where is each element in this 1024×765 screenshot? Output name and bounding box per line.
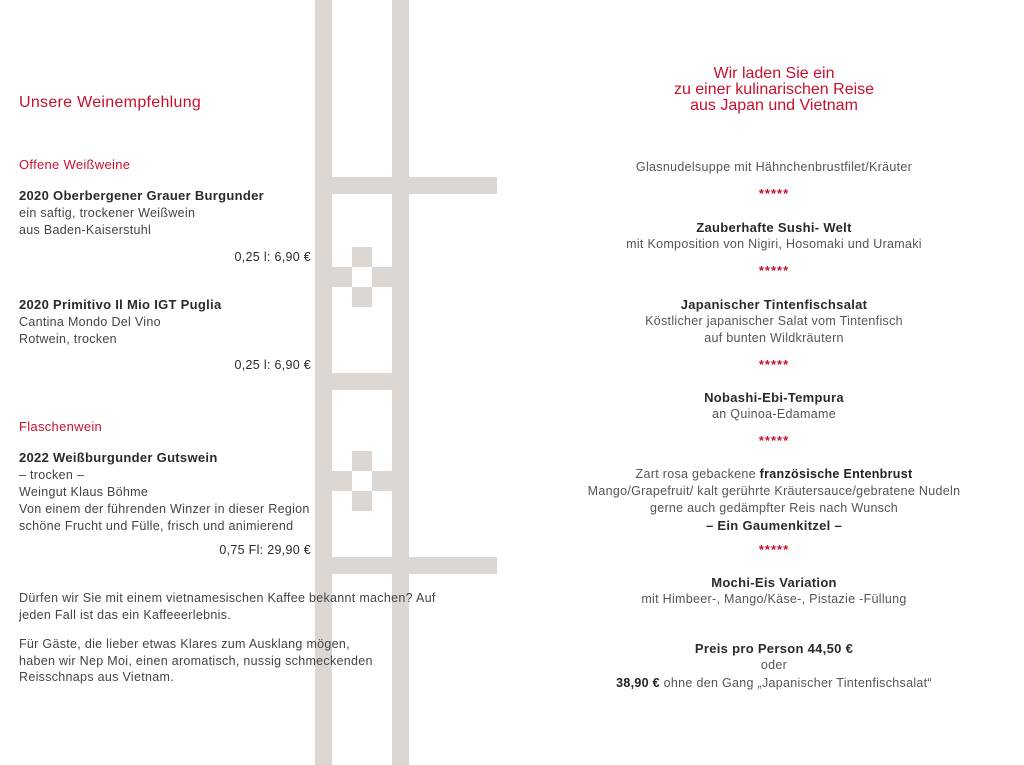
course-main-highlight: französische Entenbrust <box>759 467 913 481</box>
course-description: mit Himbeer-, Mango/Käse-, Pistazie -Füllung <box>641 592 907 606</box>
wine-description: schöne Frucht und Fülle, frisch und animierend <box>19 519 294 533</box>
lattice-checker <box>332 471 352 491</box>
wine-description: Rotwein, trocken <box>19 332 117 346</box>
wine-price: 0,25 l: 6,90 € <box>234 358 311 372</box>
wine-producer: Cantina Mondo Del Vino <box>19 315 161 329</box>
course-separator: ***** <box>758 186 790 201</box>
menu-title-line: zu einer kulinarischen Reise <box>673 81 875 98</box>
course-separator: ***** <box>758 357 790 372</box>
course-description: auf bunten Wildkräutern <box>704 331 844 345</box>
lattice-crossbar-middle <box>315 373 409 390</box>
course-title: Nobashi-Ebi-Tempura <box>704 390 844 405</box>
lattice-checker <box>352 491 372 511</box>
wine-description: – trocken – <box>19 468 85 482</box>
wine-name: 2022 Weißburgunder Gutswein <box>19 450 218 465</box>
lattice-crossbar-top <box>315 177 497 194</box>
rice-schnaps-note: Für Gäste, die lieber etwas Klares zum Ausklang mögen, haben wir Nep Moi, einen aromatisch, nussig schmeckenden Reisschnaps aus Vietnam. <box>19 637 373 684</box>
lattice-checker <box>352 287 372 307</box>
wine-name: 2020 Primitivo Il Mio IGT Puglia <box>19 297 222 312</box>
coffee-note: Dürfen wir Sie mit einem vietnamesischen Kaffee bekannt machen? Auf jeden Fall ist das ein Kaffeeerlebnis. <box>19 591 436 622</box>
wine-name: 2020 Oberbergener Grauer Burgunder <box>19 188 264 203</box>
course-separator: ***** <box>758 542 790 557</box>
course-description: mit Komposition von Nigiri, Hosomaki und Uramaki <box>626 237 922 251</box>
course-description: Köstlicher japanischer Salat vom Tintenfisch <box>645 314 903 328</box>
course-description: an Quinoa-Edamame <box>712 407 836 421</box>
course-tagline: – Ein Gaumenkitzel – <box>705 518 843 533</box>
wine-description: Von einem der führenden Winzer in dieser Region <box>19 502 310 516</box>
wine-list-title: Unsere Weinempfehlung <box>19 94 202 111</box>
wine-price: 0,25 l: 6,90 € <box>234 250 311 264</box>
course-description: Mango/Grapefruit/ kalt gerührte Kräutersauce/gebratene Nudeln <box>587 484 961 498</box>
section-open-white-wines: Offene Weißweine <box>19 157 131 172</box>
course-title: Japanischer Tintenfischsalat <box>680 297 868 312</box>
section-bottle-wine: Flaschenwein <box>19 419 103 434</box>
course-separator: ***** <box>758 433 790 448</box>
course-soup: Glasnudelsuppe mit Hähnchenbrustfilet/Kräuter <box>635 160 913 174</box>
lattice-checker <box>352 247 372 267</box>
price-or: oder <box>760 658 788 672</box>
lattice-checker <box>352 451 372 471</box>
course-main-prefix: Zart rosa gebackene <box>635 467 760 481</box>
menu-title-line: aus Japan und Vietnam <box>690 97 858 114</box>
lattice-checker <box>332 267 352 287</box>
course-main-dish <box>524 466 1024 483</box>
wine-price: 0,75 Fl: 29,90 € <box>219 543 311 557</box>
menu-title-line: Wir laden Sie ein <box>713 65 835 82</box>
price-alternative <box>524 675 1024 692</box>
course-description: gerne auch gedämpfter Reis nach Wunsch <box>649 501 899 515</box>
wine-producer: Weingut Klaus Böhme <box>19 485 149 499</box>
course-title: Mochi-Eis Variation <box>711 575 837 590</box>
course-separator: ***** <box>758 263 790 278</box>
lattice-checker <box>372 471 392 491</box>
price-alternative-amount: 38,90 € <box>616 676 660 690</box>
lattice-crossbar-bottom <box>315 557 497 574</box>
wine-description: ein saftig, trockener Weißwein <box>19 206 196 220</box>
price-per-person: Preis pro Person 44,50 € <box>694 641 854 656</box>
wine-origin: aus Baden-Kaiserstuhl <box>19 223 152 237</box>
course-title: Zauberhafte Sushi- Welt <box>696 220 852 235</box>
lattice-checker <box>372 267 392 287</box>
price-alternative-note: ohne den Gang „Japanischer Tintenfischsalat“ <box>659 676 932 690</box>
